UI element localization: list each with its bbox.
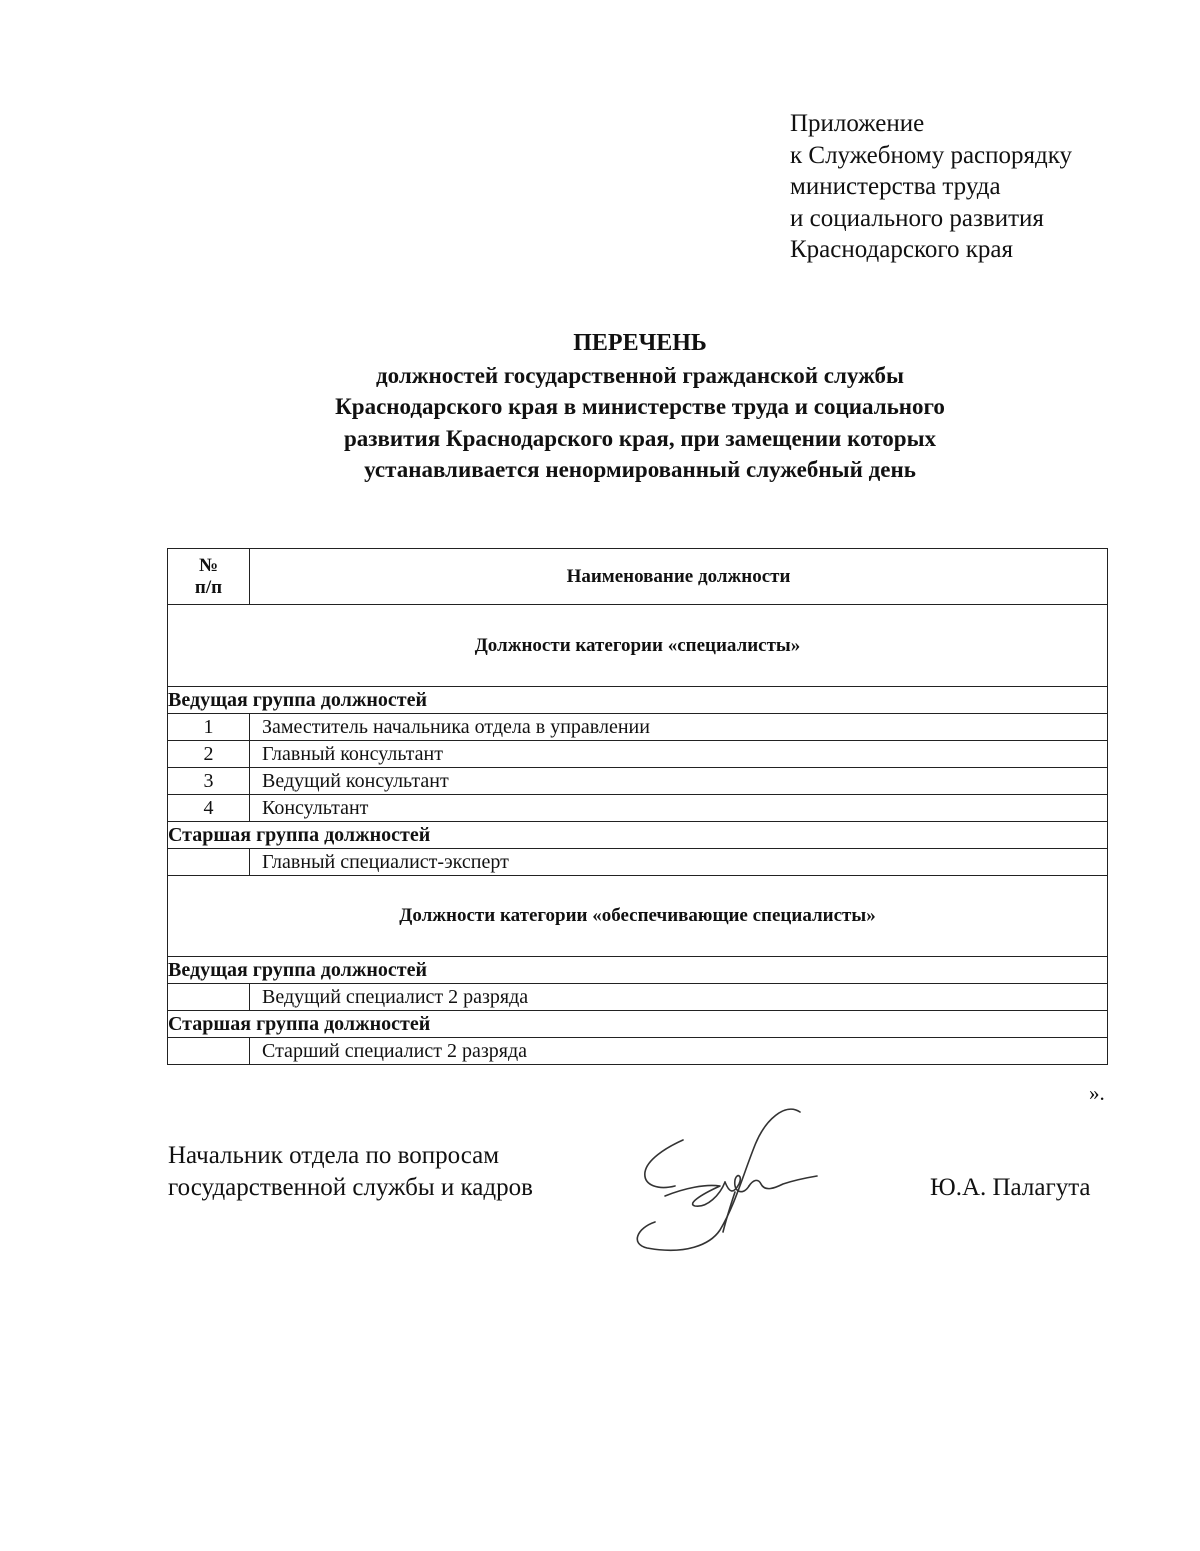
row-num: 1 bbox=[168, 714, 250, 741]
document-title bbox=[170, 328, 1110, 486]
group-title: Старшая группа должностей bbox=[168, 822, 1108, 849]
row-num: 3 bbox=[168, 768, 250, 795]
appendix-line: Приложение bbox=[790, 110, 925, 137]
table-row bbox=[168, 1038, 1108, 1065]
appendix-line: министерства труда bbox=[790, 173, 1001, 200]
title-line: развития Краснодарского края, при замещении которых bbox=[343, 425, 937, 451]
signatory-title bbox=[168, 1140, 533, 1204]
row-num bbox=[168, 849, 250, 876]
group-title: Ведущая группа должностей bbox=[168, 687, 1108, 714]
signatory-title-line: Начальник отдела по вопросам bbox=[168, 1142, 500, 1169]
row-position: Заместитель начальника отдела в управлении bbox=[250, 714, 1108, 741]
header-num-abbr: п/п bbox=[194, 576, 223, 598]
signatory-title-line: государственной службы и кадров bbox=[168, 1174, 533, 1201]
row-position: Ведущий специалист 2 разряда bbox=[250, 984, 1108, 1011]
category-title: Должности категории «обеспечивающие специалисты» bbox=[168, 876, 1108, 957]
row-num: 4 bbox=[168, 795, 250, 822]
appendix-note bbox=[790, 108, 1072, 266]
row-num bbox=[168, 984, 250, 1011]
positions-table bbox=[167, 548, 1108, 1065]
table-row bbox=[168, 768, 1108, 795]
group-title: Ведущая группа должностей bbox=[168, 957, 1108, 984]
row-position: Ведущий консультант bbox=[250, 768, 1108, 795]
category-title: Должности категории «специалисты» bbox=[168, 605, 1108, 687]
table-row bbox=[168, 849, 1108, 876]
group-row bbox=[168, 1011, 1108, 1038]
appendix-line: Краснодарского края bbox=[790, 236, 1013, 263]
row-position: Главный консультант bbox=[250, 741, 1108, 768]
category-row bbox=[168, 605, 1108, 687]
table-row bbox=[168, 714, 1108, 741]
table-row bbox=[168, 795, 1108, 822]
table-row bbox=[168, 984, 1108, 1011]
row-position: Старший специалист 2 разряда bbox=[250, 1038, 1108, 1065]
title-line: устанавливается ненормированный служебный день bbox=[364, 457, 916, 482]
row-position: Главный специалист-эксперт bbox=[250, 849, 1108, 876]
group-row bbox=[168, 687, 1108, 714]
group-row bbox=[168, 957, 1108, 984]
appendix-line: к Служебному распорядку bbox=[790, 141, 1073, 169]
title-heading: ПЕРЕЧЕНЬ bbox=[573, 330, 707, 356]
row-position: Консультант bbox=[250, 795, 1108, 822]
title-line: Краснодарского края в министерстве труда и социального bbox=[335, 394, 945, 419]
header-num-symbol: № bbox=[198, 554, 219, 576]
signatory-name: Ю.А. Палагута bbox=[930, 1174, 1091, 1201]
row-num bbox=[168, 1038, 250, 1065]
handwritten-signature bbox=[625, 1100, 825, 1260]
table-header-row bbox=[168, 549, 1108, 605]
header-num-cell bbox=[168, 549, 250, 605]
group-title: Старшая группа должностей bbox=[168, 1011, 1108, 1038]
table-row bbox=[168, 741, 1108, 768]
group-row bbox=[168, 822, 1108, 849]
category-row bbox=[168, 876, 1108, 957]
row-num: 2 bbox=[168, 741, 250, 768]
title-line: должностей государственной гражданской службы bbox=[376, 362, 904, 388]
appendix-line: и социального развития bbox=[790, 204, 1044, 232]
closing-quote-mark: ». bbox=[1089, 1081, 1105, 1105]
header-name-cell: Наименование должности bbox=[250, 549, 1108, 605]
